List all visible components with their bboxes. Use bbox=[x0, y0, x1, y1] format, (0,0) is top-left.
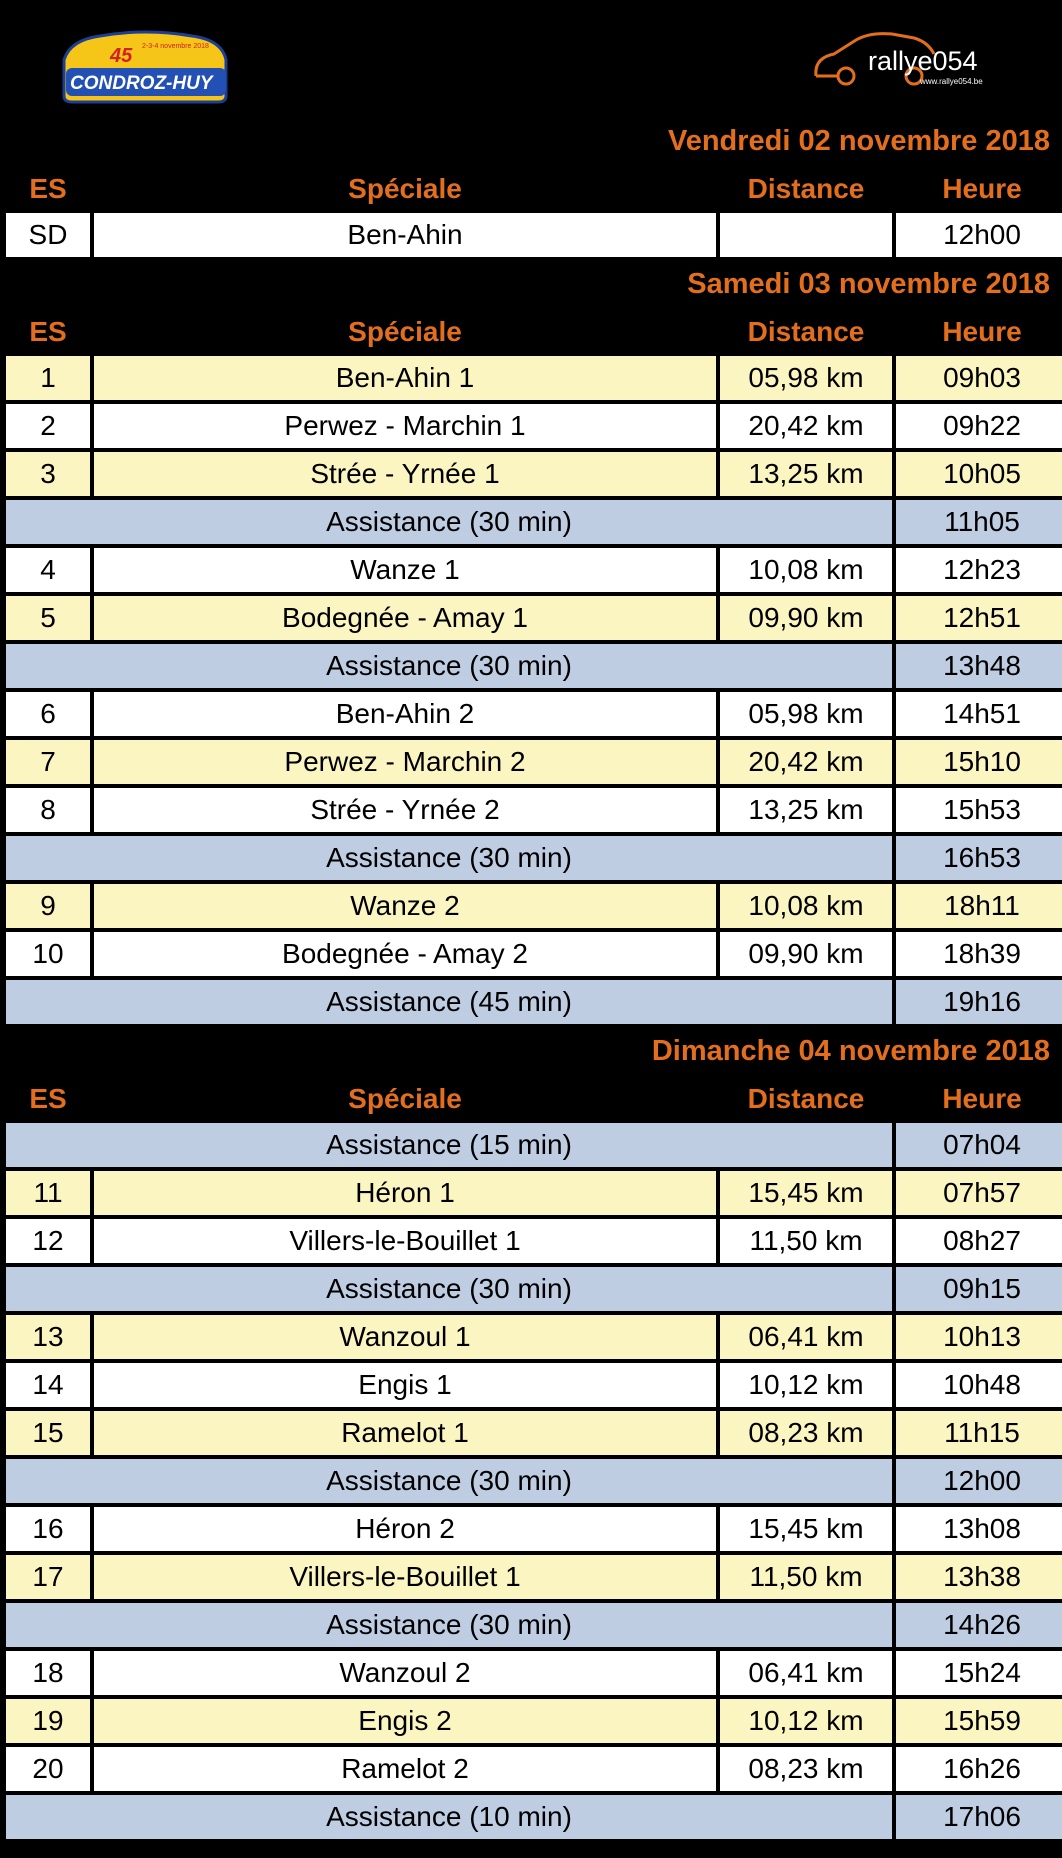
day-title: Dimanche 04 novembre 2018 bbox=[651, 1035, 1050, 1067]
stage-name-cell: Ben-Ahin bbox=[94, 213, 716, 257]
distance-cell: 10,12 km bbox=[720, 1699, 892, 1743]
es-cell: 15 bbox=[6, 1411, 90, 1455]
stage-row bbox=[0, 1651, 1062, 1695]
svg-text:CONDROZ-HUY: CONDROZ-HUY bbox=[70, 73, 213, 94]
stage-name-cell: Perwez - Marchin 2 bbox=[94, 740, 716, 784]
assistance-row bbox=[0, 836, 1062, 880]
stage-row bbox=[0, 884, 1062, 928]
es-cell: SD bbox=[6, 213, 90, 257]
stage-row bbox=[0, 1363, 1062, 1407]
stage-row bbox=[0, 596, 1062, 640]
header-distance: Distance bbox=[747, 173, 865, 204]
svg-text:rallye054: rallye054 bbox=[868, 46, 978, 76]
day-section bbox=[0, 118, 1062, 257]
time-cell: 19h16 bbox=[896, 980, 1062, 1024]
time-cell: 11h05 bbox=[896, 500, 1062, 544]
stage-row bbox=[0, 692, 1062, 736]
svg-text:45: 45 bbox=[110, 45, 133, 67]
header-heure: Heure bbox=[942, 173, 1022, 204]
time-cell: 13h48 bbox=[896, 644, 1062, 688]
time-cell: 15h10 bbox=[896, 740, 1062, 784]
stage-row bbox=[0, 452, 1062, 496]
stage-row bbox=[0, 1555, 1062, 1599]
stage-name-cell: Engis 2 bbox=[94, 1699, 716, 1743]
header-distance: Distance bbox=[747, 316, 865, 347]
stage-name-cell: Villers-le-Bouillet 1 bbox=[94, 1219, 716, 1263]
stage-row bbox=[0, 1699, 1062, 1743]
time-cell: 14h51 bbox=[896, 692, 1062, 736]
distance-cell: 11,50 km bbox=[720, 1555, 892, 1599]
stage-name-cell: Wanzoul 2 bbox=[94, 1651, 716, 1695]
stage-name-cell: Villers-le-Bouillet 1 bbox=[94, 1555, 716, 1599]
time-cell: 11h15 bbox=[896, 1411, 1062, 1455]
time-cell: 12h00 bbox=[896, 1459, 1062, 1503]
distance-cell: 13,25 km bbox=[720, 452, 892, 496]
stage-name-cell: Héron 2 bbox=[94, 1507, 716, 1551]
time-cell: 15h53 bbox=[896, 788, 1062, 832]
stage-name-cell: Bodegnée - Amay 1 bbox=[94, 596, 716, 640]
day-title: Vendredi 02 novembre 2018 bbox=[667, 125, 1050, 157]
distance-cell: 15,45 km bbox=[720, 1171, 892, 1215]
stage-name-cell: Perwez - Marchin 1 bbox=[94, 404, 716, 448]
header-speciale: Spéciale bbox=[348, 316, 462, 347]
time-cell: 07h57 bbox=[896, 1171, 1062, 1215]
es-cell: 16 bbox=[6, 1507, 90, 1551]
assistance-row bbox=[0, 1795, 1062, 1839]
assistance-label: Assistance (15 min) bbox=[6, 1123, 892, 1167]
assistance-label: Assistance (30 min) bbox=[6, 500, 892, 544]
es-cell: 18 bbox=[6, 1651, 90, 1695]
time-cell: 09h03 bbox=[896, 356, 1062, 400]
assistance-row bbox=[0, 1267, 1062, 1311]
stage-row bbox=[0, 788, 1062, 832]
stage-name-cell: Ramelot 1 bbox=[94, 1411, 716, 1455]
es-cell: 3 bbox=[6, 452, 90, 496]
stage-row bbox=[0, 932, 1062, 976]
day-section bbox=[0, 261, 1062, 1024]
es-cell: 9 bbox=[6, 884, 90, 928]
es-cell: 6 bbox=[6, 692, 90, 736]
distance-cell: 15,45 km bbox=[720, 1507, 892, 1551]
stage-row bbox=[0, 404, 1062, 448]
es-cell: 4 bbox=[6, 548, 90, 592]
stage-name-cell: Ramelot 2 bbox=[94, 1747, 716, 1791]
es-cell: 10 bbox=[6, 932, 90, 976]
es-cell: 19 bbox=[6, 1699, 90, 1743]
distance-cell: 20,42 km bbox=[720, 404, 892, 448]
distance-cell: 09,90 km bbox=[720, 932, 892, 976]
stage-name-cell: Wanzoul 1 bbox=[94, 1315, 716, 1359]
header-es: ES bbox=[29, 1083, 67, 1114]
distance-cell: 10,08 km bbox=[720, 548, 892, 592]
itinerary-days bbox=[0, 118, 1062, 1843]
stage-name-cell: Wanze 2 bbox=[94, 884, 716, 928]
distance-cell: 06,41 km bbox=[720, 1651, 892, 1695]
header-distance: Distance bbox=[747, 1083, 865, 1114]
distance-cell: 06,41 km bbox=[720, 1315, 892, 1359]
time-cell: 12h00 bbox=[896, 213, 1062, 257]
time-cell: 13h38 bbox=[896, 1555, 1062, 1599]
header-heure: Heure bbox=[942, 316, 1022, 347]
distance-cell: 13,25 km bbox=[720, 788, 892, 832]
time-cell: 17h06 bbox=[896, 1795, 1062, 1839]
logo-bar bbox=[0, 0, 1062, 118]
assistance-label: Assistance (10 min) bbox=[6, 1795, 892, 1839]
assistance-row bbox=[0, 500, 1062, 544]
time-cell: 10h05 bbox=[896, 452, 1062, 496]
stage-name-cell: Ben-Ahin 2 bbox=[94, 692, 716, 736]
stage-row bbox=[0, 1507, 1062, 1551]
time-cell: 13h08 bbox=[896, 1507, 1062, 1551]
rallye054-logo bbox=[810, 24, 1010, 94]
header-speciale: Spéciale bbox=[348, 1083, 462, 1114]
header-es: ES bbox=[29, 173, 67, 204]
time-cell: 15h59 bbox=[896, 1699, 1062, 1743]
time-cell: 12h23 bbox=[896, 548, 1062, 592]
assistance-label: Assistance (30 min) bbox=[6, 1603, 892, 1647]
stage-name-cell: Ben-Ahin 1 bbox=[94, 356, 716, 400]
stage-row bbox=[0, 1315, 1062, 1359]
time-cell: 09h15 bbox=[896, 1267, 1062, 1311]
distance-cell: 11,50 km bbox=[720, 1219, 892, 1263]
time-cell: 16h53 bbox=[896, 836, 1062, 880]
day-title: Samedi 03 novembre 2018 bbox=[687, 268, 1050, 300]
assistance-label: Assistance (30 min) bbox=[6, 644, 892, 688]
header-es: ES bbox=[29, 316, 67, 347]
assistance-label: Assistance (30 min) bbox=[6, 1459, 892, 1503]
distance-cell: 10,08 km bbox=[720, 884, 892, 928]
distance-cell: 10,12 km bbox=[720, 1363, 892, 1407]
time-cell: 10h48 bbox=[896, 1363, 1062, 1407]
stage-row bbox=[0, 1411, 1062, 1455]
assistance-row bbox=[0, 980, 1062, 1024]
es-cell: 17 bbox=[6, 1555, 90, 1599]
header-heure: Heure bbox=[942, 1083, 1022, 1114]
es-cell: 20 bbox=[6, 1747, 90, 1791]
stage-name-cell: Wanze 1 bbox=[94, 548, 716, 592]
time-cell: 16h26 bbox=[896, 1747, 1062, 1791]
distance-cell: 20,42 km bbox=[720, 740, 892, 784]
stage-name-cell: Héron 1 bbox=[94, 1171, 716, 1215]
stage-row bbox=[0, 1171, 1062, 1215]
stage-row bbox=[0, 548, 1062, 592]
time-cell: 09h22 bbox=[896, 404, 1062, 448]
stage-name-cell: Bodegnée - Amay 2 bbox=[94, 932, 716, 976]
assistance-label: Assistance (30 min) bbox=[6, 836, 892, 880]
stage-row bbox=[0, 356, 1062, 400]
time-cell: 07h04 bbox=[896, 1123, 1062, 1167]
table-header-row bbox=[0, 308, 1062, 356]
assistance-row bbox=[0, 644, 1062, 688]
es-cell: 8 bbox=[6, 788, 90, 832]
stage-row bbox=[0, 740, 1062, 784]
distance-cell: 08,23 km bbox=[720, 1411, 892, 1455]
time-cell: 18h39 bbox=[896, 932, 1062, 976]
stage-name-cell: Strée - Yrnée 1 bbox=[94, 452, 716, 496]
time-cell: 12h51 bbox=[896, 596, 1062, 640]
assistance-label: Assistance (45 min) bbox=[6, 980, 892, 1024]
stage-row bbox=[0, 213, 1062, 257]
es-cell: 12 bbox=[6, 1219, 90, 1263]
time-cell: 18h11 bbox=[896, 884, 1062, 928]
es-cell: 13 bbox=[6, 1315, 90, 1359]
distance-cell: 08,23 km bbox=[720, 1747, 892, 1791]
time-cell: 15h24 bbox=[896, 1651, 1062, 1695]
stage-name-cell: Strée - Yrnée 2 bbox=[94, 788, 716, 832]
distance-cell bbox=[720, 213, 892, 257]
table-header-row bbox=[0, 165, 1062, 213]
condroz-huy-logo bbox=[60, 26, 232, 106]
header-speciale: Spéciale bbox=[348, 173, 462, 204]
distance-cell: 05,98 km bbox=[720, 356, 892, 400]
es-cell: 5 bbox=[6, 596, 90, 640]
stage-row bbox=[0, 1747, 1062, 1791]
assistance-label: Assistance (30 min) bbox=[6, 1267, 892, 1311]
es-cell: 1 bbox=[6, 356, 90, 400]
distance-cell: 05,98 km bbox=[720, 692, 892, 736]
svg-text:2-3-4 novembre 2018: 2-3-4 novembre 2018 bbox=[142, 43, 209, 50]
table-header-row bbox=[0, 1075, 1062, 1123]
es-cell: 14 bbox=[6, 1363, 90, 1407]
es-cell: 2 bbox=[6, 404, 90, 448]
distance-cell: 09,90 km bbox=[720, 596, 892, 640]
assistance-row bbox=[0, 1459, 1062, 1503]
stage-name-cell: Engis 1 bbox=[94, 1363, 716, 1407]
time-cell: 08h27 bbox=[896, 1219, 1062, 1263]
day-section bbox=[0, 1028, 1062, 1839]
time-cell: 14h26 bbox=[896, 1603, 1062, 1647]
stage-row bbox=[0, 1219, 1062, 1263]
assistance-row bbox=[0, 1123, 1062, 1167]
svg-text:www.rallye054.be: www.rallye054.be bbox=[920, 77, 983, 86]
es-cell: 11 bbox=[6, 1171, 90, 1215]
time-cell: 10h13 bbox=[896, 1315, 1062, 1359]
assistance-row bbox=[0, 1603, 1062, 1647]
es-cell: 7 bbox=[6, 740, 90, 784]
